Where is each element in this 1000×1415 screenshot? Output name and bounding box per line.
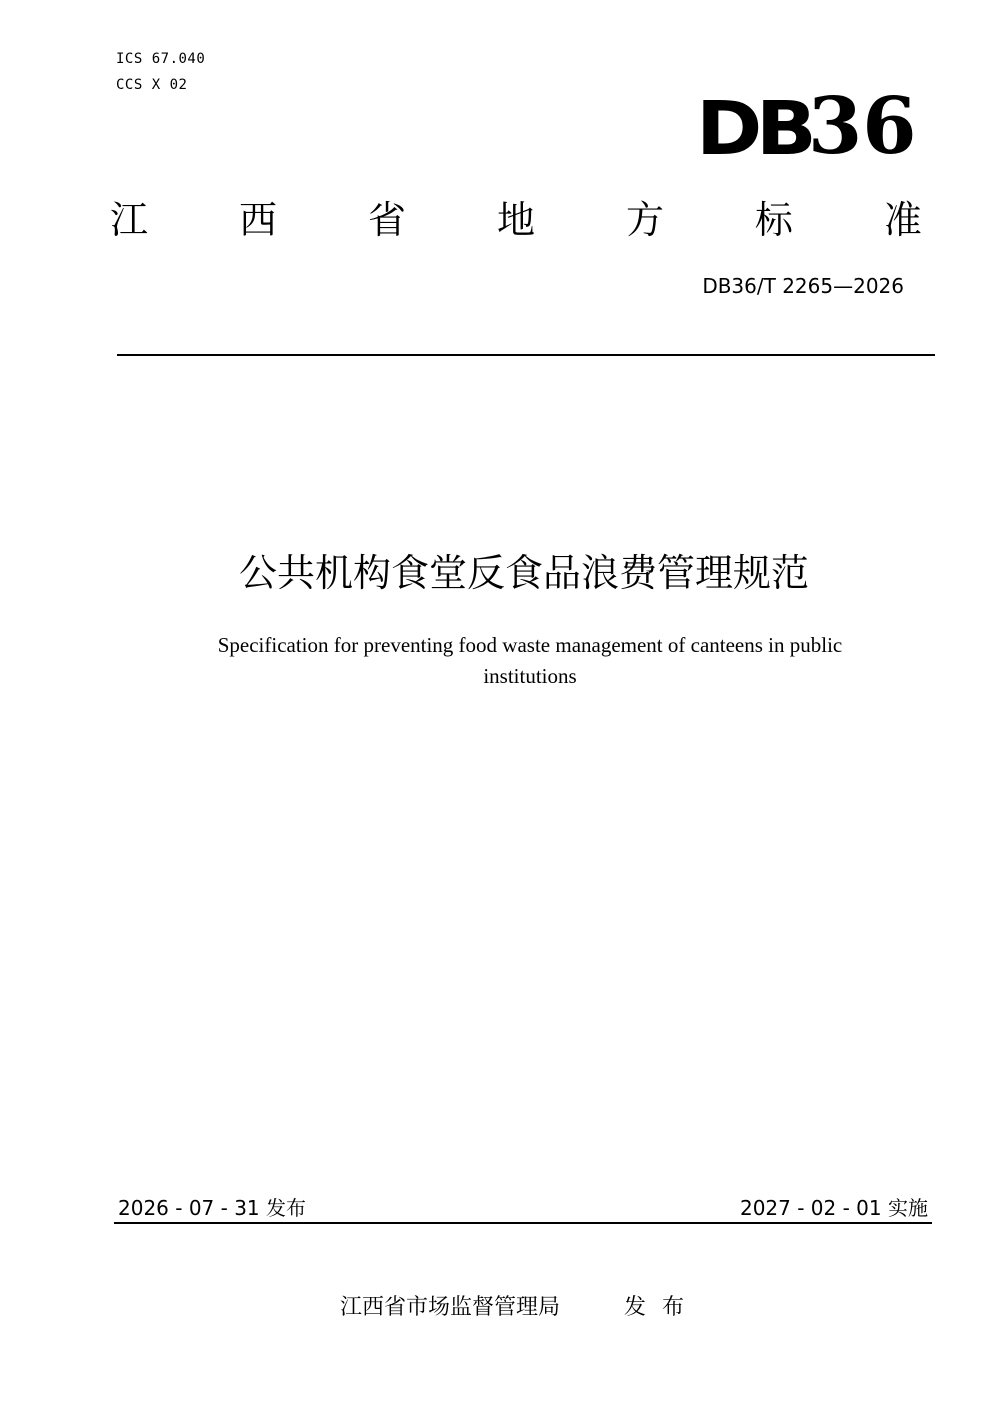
standard-type-char: 西 <box>238 198 277 242</box>
standard-number: DB36/T 2265—2026 <box>702 274 904 298</box>
bottom-divider <box>114 1222 932 1224</box>
db36-logo <box>696 81 921 172</box>
logo-number: 36 <box>808 81 917 172</box>
standard-type-heading <box>110 192 922 248</box>
standard-type-char: 地 <box>496 198 535 242</box>
standard-type-char: 省 <box>367 198 406 242</box>
ccs-code: CCS X 02 <box>116 77 188 93</box>
document-title-english: Specification for preventing food waste management of canteens in public institutions <box>217 633 843 688</box>
standard-type-char: 江 <box>110 198 149 242</box>
issuing-action: 发布 <box>624 1295 701 1320</box>
logo-prefix: DB <box>696 86 811 172</box>
top-divider <box>117 354 935 356</box>
implementation-date: 2027 - 02 - 01 实施 <box>739 1196 928 1220</box>
issuing-authority: 江西省市场监督管理局 <box>340 1295 561 1320</box>
ics-code: ICS 67.040 <box>116 51 206 67</box>
standard-type-char: 准 <box>883 198 922 242</box>
standard-type-char: 标 <box>754 198 793 242</box>
publish-date: 2026 - 07 - 31 发布 <box>118 1196 307 1220</box>
standard-type-char: 方 <box>625 198 664 242</box>
document-title-chinese: 公共机构食堂反食品浪费管理规范 <box>238 551 809 595</box>
